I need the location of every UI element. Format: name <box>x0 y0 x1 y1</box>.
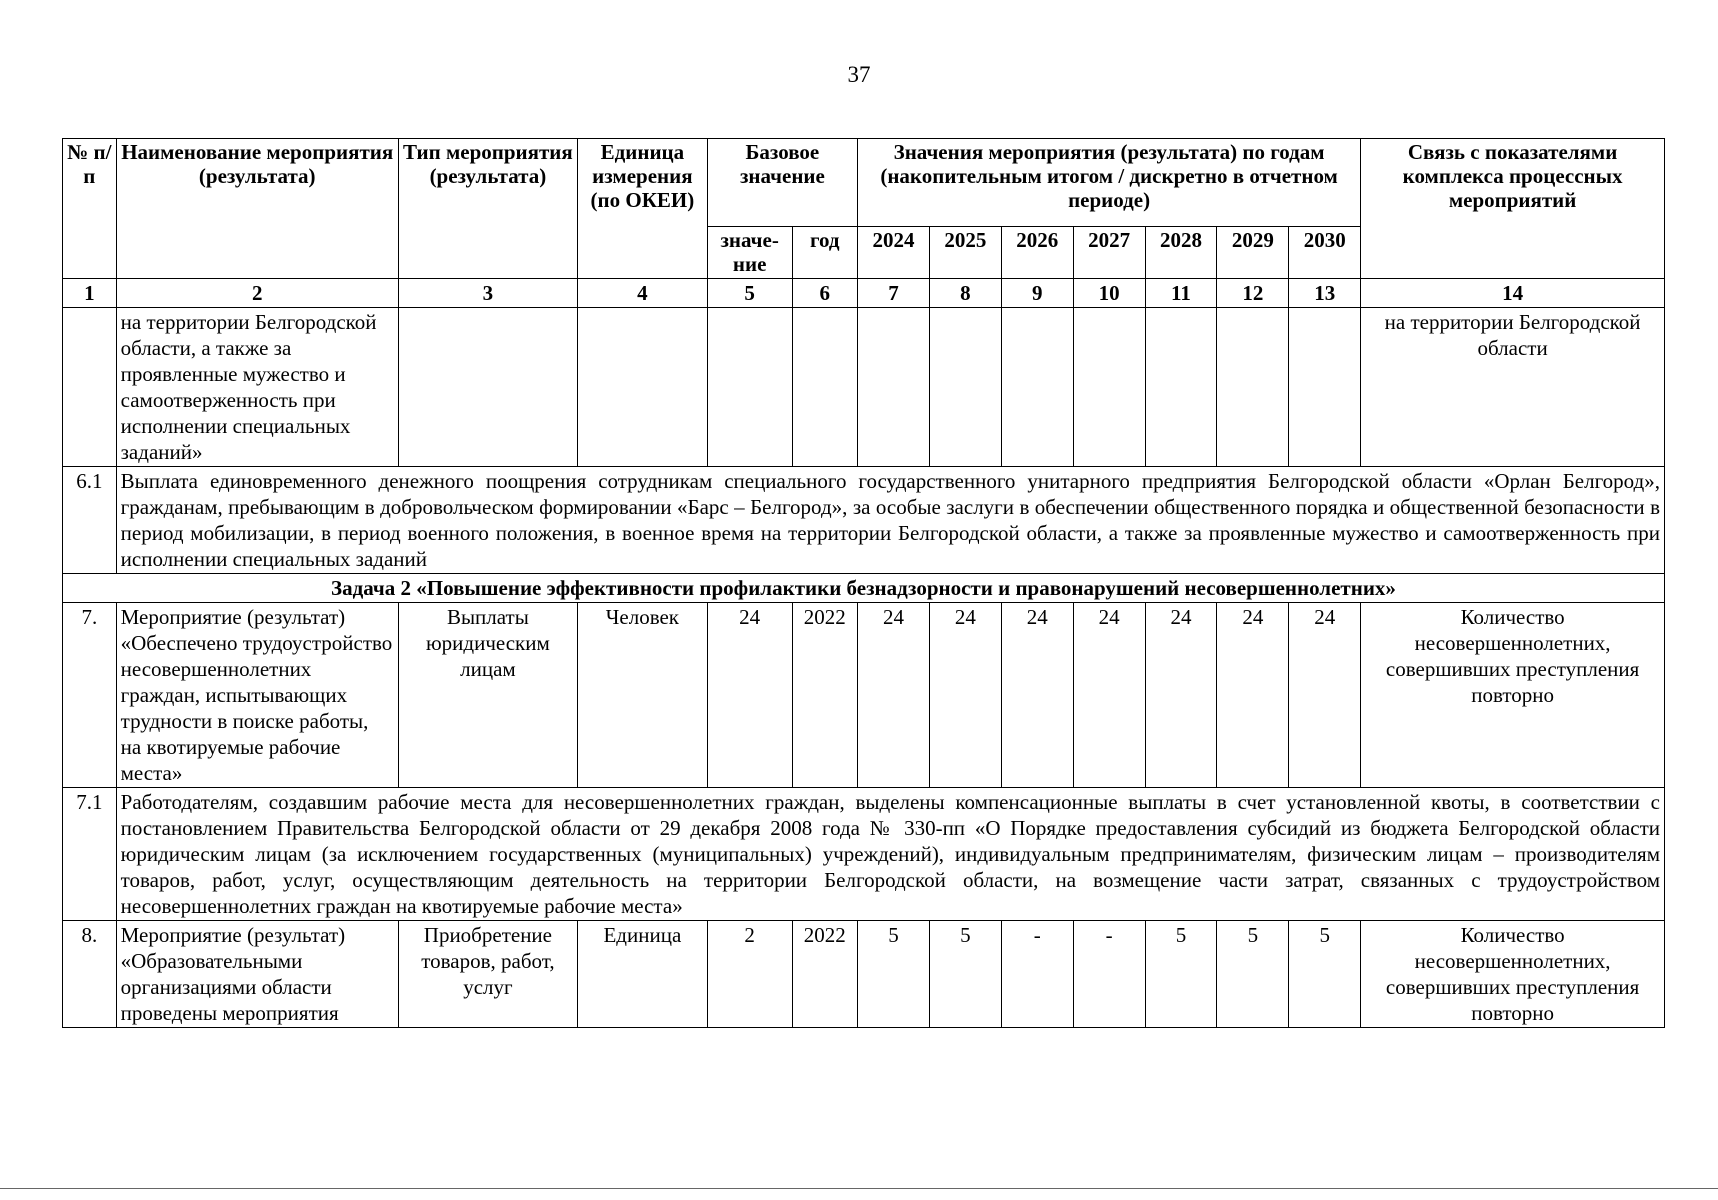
column-number: 8 <box>929 279 1001 308</box>
column-number: 7 <box>858 279 930 308</box>
row-7-1 <box>63 788 1665 921</box>
row-number: 7.1 <box>63 788 117 921</box>
year-value: - <box>1001 921 1073 1028</box>
row-7 <box>63 603 1665 788</box>
cell-empty <box>858 308 930 467</box>
row-number: 7. <box>63 603 117 788</box>
header-base-year: год <box>792 227 857 279</box>
column-number: 6 <box>792 279 857 308</box>
row-description: Работодателям, создавшим рабочие места для несовершеннолетних граждан, выделены компенсационные выплаты в счет установленной квоты, в соответствии с постановлением Правительства Белгородской области от 29 декабря 2008 года № 330-пп «О Порядке предоставления субсидий из бюджета Белгородской области юридическим лицам (за исключением государственных (муниципальных) учреждений), индивидуальным предпринимателям, физическим лицам – производителям товаров, работ, услуг, осуществляющим деятельность на территории Белгородской области, на возмещение части затрат, связанных с трудоустройством несовершеннолетних граждан на квотируемые рабочие места» <box>116 788 1664 921</box>
column-number: 12 <box>1217 279 1289 308</box>
header-row-1 <box>63 139 1665 227</box>
column-number: 11 <box>1145 279 1217 308</box>
page-number: 37 <box>847 62 871 87</box>
cell-empty <box>1073 308 1145 467</box>
base-value: 2 <box>707 921 792 1028</box>
year-value: 24 <box>1001 603 1073 788</box>
header-no: № п/п <box>63 139 117 279</box>
continuation-row <box>63 308 1665 467</box>
cell-empty <box>577 308 707 467</box>
page-bottom-edge <box>0 1188 1718 1189</box>
header-type: Тип мероприятия (результата) <box>398 139 577 279</box>
cell-empty <box>1289 308 1361 467</box>
indicator-link: Количество несовершеннолетних, совершивших преступления повторно <box>1361 921 1665 1028</box>
column-number: 3 <box>398 279 577 308</box>
header-year: 2028 <box>1145 227 1217 279</box>
activity-type: Выплаты юридическим лицам <box>398 603 577 788</box>
header-year: 2025 <box>929 227 1001 279</box>
row-8 <box>63 921 1665 1028</box>
column-number: 5 <box>707 279 792 308</box>
base-year: 2022 <box>792 921 857 1028</box>
header-year: 2030 <box>1289 227 1361 279</box>
year-value: 24 <box>1217 603 1289 788</box>
cell-empty <box>1145 308 1217 467</box>
cell-empty <box>929 308 1001 467</box>
row-6-1 <box>63 467 1665 574</box>
year-value: 24 <box>929 603 1001 788</box>
year-value: 24 <box>1145 603 1217 788</box>
cell-empty <box>398 308 577 467</box>
year-value: 5 <box>929 921 1001 1028</box>
year-value: 24 <box>1289 603 1361 788</box>
indicator-link: Количество несовершеннолетних, совершивших преступления повторно <box>1361 603 1665 788</box>
activities-table <box>62 138 1665 1028</box>
header-unit: Единица измерения (по ОКЕИ) <box>577 139 707 279</box>
activity-unit: Единица <box>577 921 707 1028</box>
header-base: Базовое значение <box>707 139 857 227</box>
row-description: Выплата единовременного денежного поощрения сотрудникам специального государственного унитарного предприятия Белгородской области «Орлан Белгород», гражданам, пребывающим в добровольческом формировании «Барс – Белгород», за особые заслуги в обеспечении общественного порядка и общественной безопасности в период мобилизации, в период военного положения, в военное время на территории Белгородской области, а также за проявленные мужество и самоотверженность при исполнении специальных заданий <box>116 467 1664 574</box>
cell-empty <box>1217 308 1289 467</box>
column-number: 13 <box>1289 279 1361 308</box>
activity-name: Мероприятие (результат) «Обеспечено трудоустройство несовершеннолетних граждан, испытывающих трудности в поиске работы, на квотируемые рабочие места» <box>116 603 398 788</box>
year-value: 5 <box>1217 921 1289 1028</box>
header-year: 2024 <box>858 227 930 279</box>
year-value: 5 <box>858 921 930 1028</box>
year-value: 24 <box>858 603 930 788</box>
year-value: 5 <box>1289 921 1361 1028</box>
cell-empty <box>707 308 792 467</box>
column-number: 2 <box>116 279 398 308</box>
header-name: Наименование мероприятия (результата) <box>116 139 398 279</box>
column-number: 4 <box>577 279 707 308</box>
task-row <box>63 574 1665 603</box>
activity-name: Мероприятие (результат) «Образовательными организациями области проведены мероприятия <box>116 921 398 1028</box>
column-number: 9 <box>1001 279 1073 308</box>
header-year: 2029 <box>1217 227 1289 279</box>
base-value: 24 <box>707 603 792 788</box>
column-number: 1 <box>63 279 117 308</box>
cell-empty <box>1001 308 1073 467</box>
header-values: Значения мероприятия (результата) по годам (накопительным итогом / дискретно в отчетном периоде) <box>858 139 1361 227</box>
year-value: - <box>1073 921 1145 1028</box>
cell-empty <box>63 308 117 467</box>
year-value: 5 <box>1145 921 1217 1028</box>
base-year: 2022 <box>792 603 857 788</box>
continuation-link: на территории Белгородской области <box>1361 308 1665 467</box>
header-year: 2026 <box>1001 227 1073 279</box>
year-value: 24 <box>1073 603 1145 788</box>
row-number: 8. <box>63 921 117 1028</box>
column-number: 10 <box>1073 279 1145 308</box>
cell-empty <box>792 308 857 467</box>
activity-type: Приобретение товаров, работ, услуг <box>398 921 577 1028</box>
header-link: Связь с показателями комплекса процессных мероприятий <box>1361 139 1665 279</box>
activity-unit: Человек <box>577 603 707 788</box>
header-year: 2027 <box>1073 227 1145 279</box>
task-title: Задача 2 «Повышение эффективности профилактики безнадзорности и правонарушений несовершеннолетних» <box>63 574 1665 603</box>
column-numbers-row <box>63 279 1665 308</box>
header-base-value: значе-ние <box>707 227 792 279</box>
row-number: 6.1 <box>63 467 117 574</box>
continuation-name: на территории Белгородской области, а также за проявленные мужество и самоотверженность при исполнении специальных заданий» <box>116 308 398 467</box>
column-number: 14 <box>1361 279 1665 308</box>
